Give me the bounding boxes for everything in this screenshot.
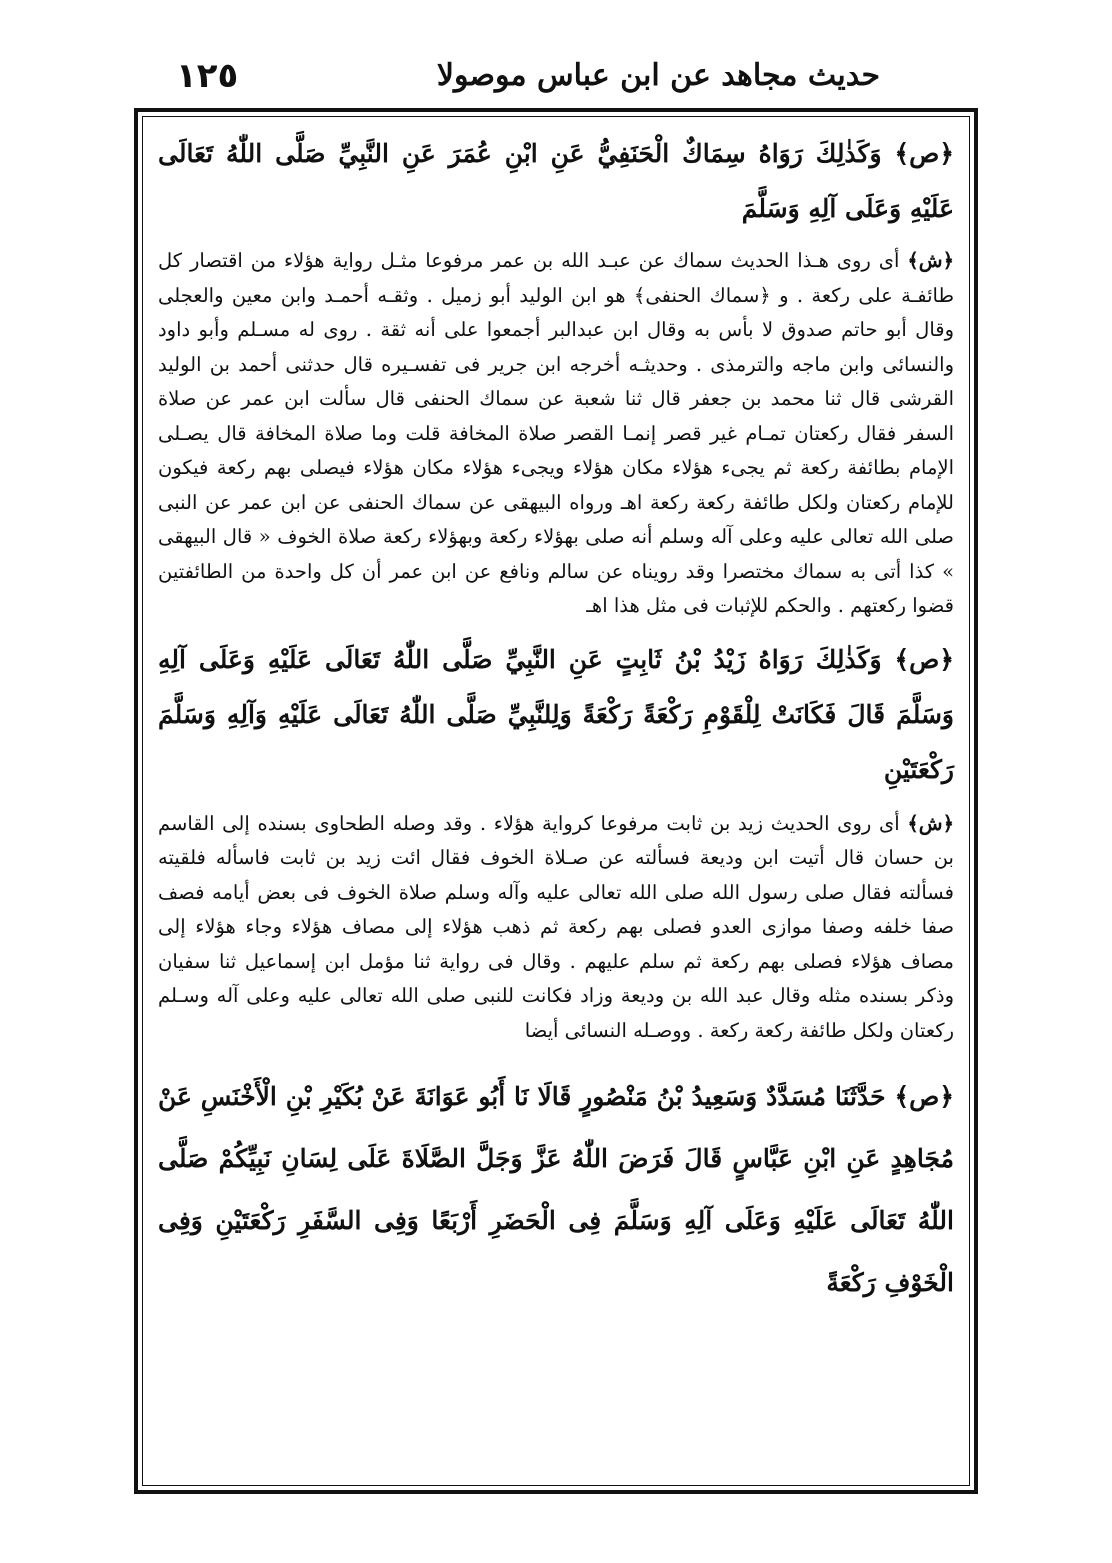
page-body (158, 124, 954, 1474)
page-header (140, 52, 970, 112)
sharh-marker: ﴿ش﴾ (907, 249, 954, 272)
matn-paragraph-3 (158, 1064, 954, 1320)
sharh-text: أى روى هـذا الحديث سماك عن عبـد الله بن عمر مرفوعا مثـل رواية هؤلاء من اقتصار كل طائفـة على ركعة . و ﴿سماك الحنفى﴾ هو ابن الوليد أبو زميل . وثقـه أحمـد وابن معين والعجلى وقال أبو حاتم صدوق لا بأس به وقال ابن عبدالبر أجمعوا على أنه ثقة . روى له مسـلم وأبو داود والنسائى وابن ماجه والترمذى . وحديثـه أخرجه ابن جرير فى تفسـيره قال حدثنى أحمد بن الوليد القرشى قال ثنا محمد بن جعفر قال ثنا شعبة عن سماك الحنفى قال سألت ابن عمر عن صلاة السفر فقال ركعتان تمـام غير قصر إنمـا القصر صلاة المخافة قلت وما صلاة المخافة قال يصـلى الإمام بطائفة ركعة ثم يجىء هؤلاء مكان هؤلاء ويجىء هؤلاء مكان هؤلاء فيصلى بهم ركعة فيكون للإمام ركعتان ولكل طائفة ركعة ركعة اهـ ورواه البيهقى عن سماك الحنفى عن ابن عمر عن النبى صلى الله تعالى عليه وعلى آله وسلم أنه صلى بهؤلاء ركعة وبهؤلاء ركعة صلاة الخوف « قال البيهقى » كذا أتى به سماك مختصرا وقد رويناه عن سالم ونافع عن ابن عمر أن كل واحدة من الطائفتين قضوا ركعتهم . والحكم للإثبات فى مثل هذا اهـ (158, 249, 954, 617)
matn-text: وَكَذٰلِكَ رَوَاهُ سِمَاكٌ الْحَنَفِيُّ عَنِ ابْنِ عُمَرَ عَنِ النَّبِيِّ صَلَّى اللّٰهُ تَعَالَى عَلَيْهِ وَعَلَى آلِهِ وَسَلَّمَ (158, 139, 954, 223)
matn-text: حَدَّثَنَا مُسَدَّدٌ وَسَعِيدُ بْنُ مَنْصُورٍ قَالَا نَا أَبُو عَوَانَةَ عَنْ بُكَيْرِ بْنِ الْأَخْنَسِ عَنْ مُجَاهِدٍ عَنِ ابْنِ عَبَّاسٍ قَالَ فَرَضَ اللّٰهُ عَزَّ وَجَلَّ الصَّلَاةَ عَلَى لِسَانِ نَبِيِّكُمْ صَلَّى اللّٰهُ تَعَالَى عَلَيْهِ وَعَلَى آلِهِ وَسَلَّمَ فِى الْحَضَرِ أَرْبَعًا وَفِى السَّفَرِ رَكْعَتَيْنِ وَفِى الْخَوْفِ رَكْعَةً (158, 1082, 954, 1297)
matn-text: وَكَذٰلِكَ رَوَاهُ زَيْدُ بْنُ ثَابِتٍ عَنِ النَّبِيِّ صَلَّى اللّٰهُ تَعَالَى عَلَيْهِ وَعَلَى آلِهِ وَسَلَّمَ قَالَ فَكَانَتْ لِلْقَوْمِ رَكْعَةً رَكْعَةً وَلِلنَّبِيِّ صَلَّى اللّٰهُ تَعَالَى عَلَيْهِ وَآلِهِ وَسَلَّمَ رَكْعَتَيْنِ (158, 644, 954, 784)
matn-marker: ﴿ص﴾ (894, 139, 954, 168)
matn-paragraph-2 (158, 630, 954, 803)
sharh-text: أى روى الحديث زيد بن ثابت مرفوعا كرواية هؤلاء . وقد وصله الطحاوى بسنده إلى القاسم بن حسان قال أتيت ابن وديعة فسألته عن صـلاة الخوف فقال ائت زيد بن ثابت فاسأله فلقيته فسألته فقال صلى رسول الله صلى الله تعالى عليه وآله وسلم صلاة الخوف فى بعض أيامه فصف صفا خلفه وصفا موازى العدو فصلى بهم ركعة ثم ذهب هؤلاء إلى مصاف هؤلاء وجاء هؤلاء إلى مصاف هؤلاء فصلى بهم ركعة ثم سلم عليهم . وقال فى رواية ثنا مؤمل ابن إسماعيل ثنا سفيان وذكر بسنده مثله وقال عبد الله بن وديعة وزاد فكانت للنبى صلى الله تعالى عليه وعلى آله وسـلم ركعتان ولكل طائفة ركعة ركعة . ووصـله النسائى أيضا (158, 811, 954, 1042)
running-title: حديث مجاهد عن ابن عباس موصولا (436, 58, 880, 93)
matn-marker: ﴿ص﴾ (894, 644, 954, 674)
matn-marker: ﴿ص﴾ (894, 1082, 954, 1111)
matn-paragraph-1 (158, 124, 954, 242)
sharh-paragraph-2 (158, 807, 954, 1055)
sharh-marker: ﴿ش﴾ (907, 811, 955, 835)
page-number: ١٢٥ (176, 56, 239, 96)
sharh-paragraph-1 (158, 244, 954, 630)
